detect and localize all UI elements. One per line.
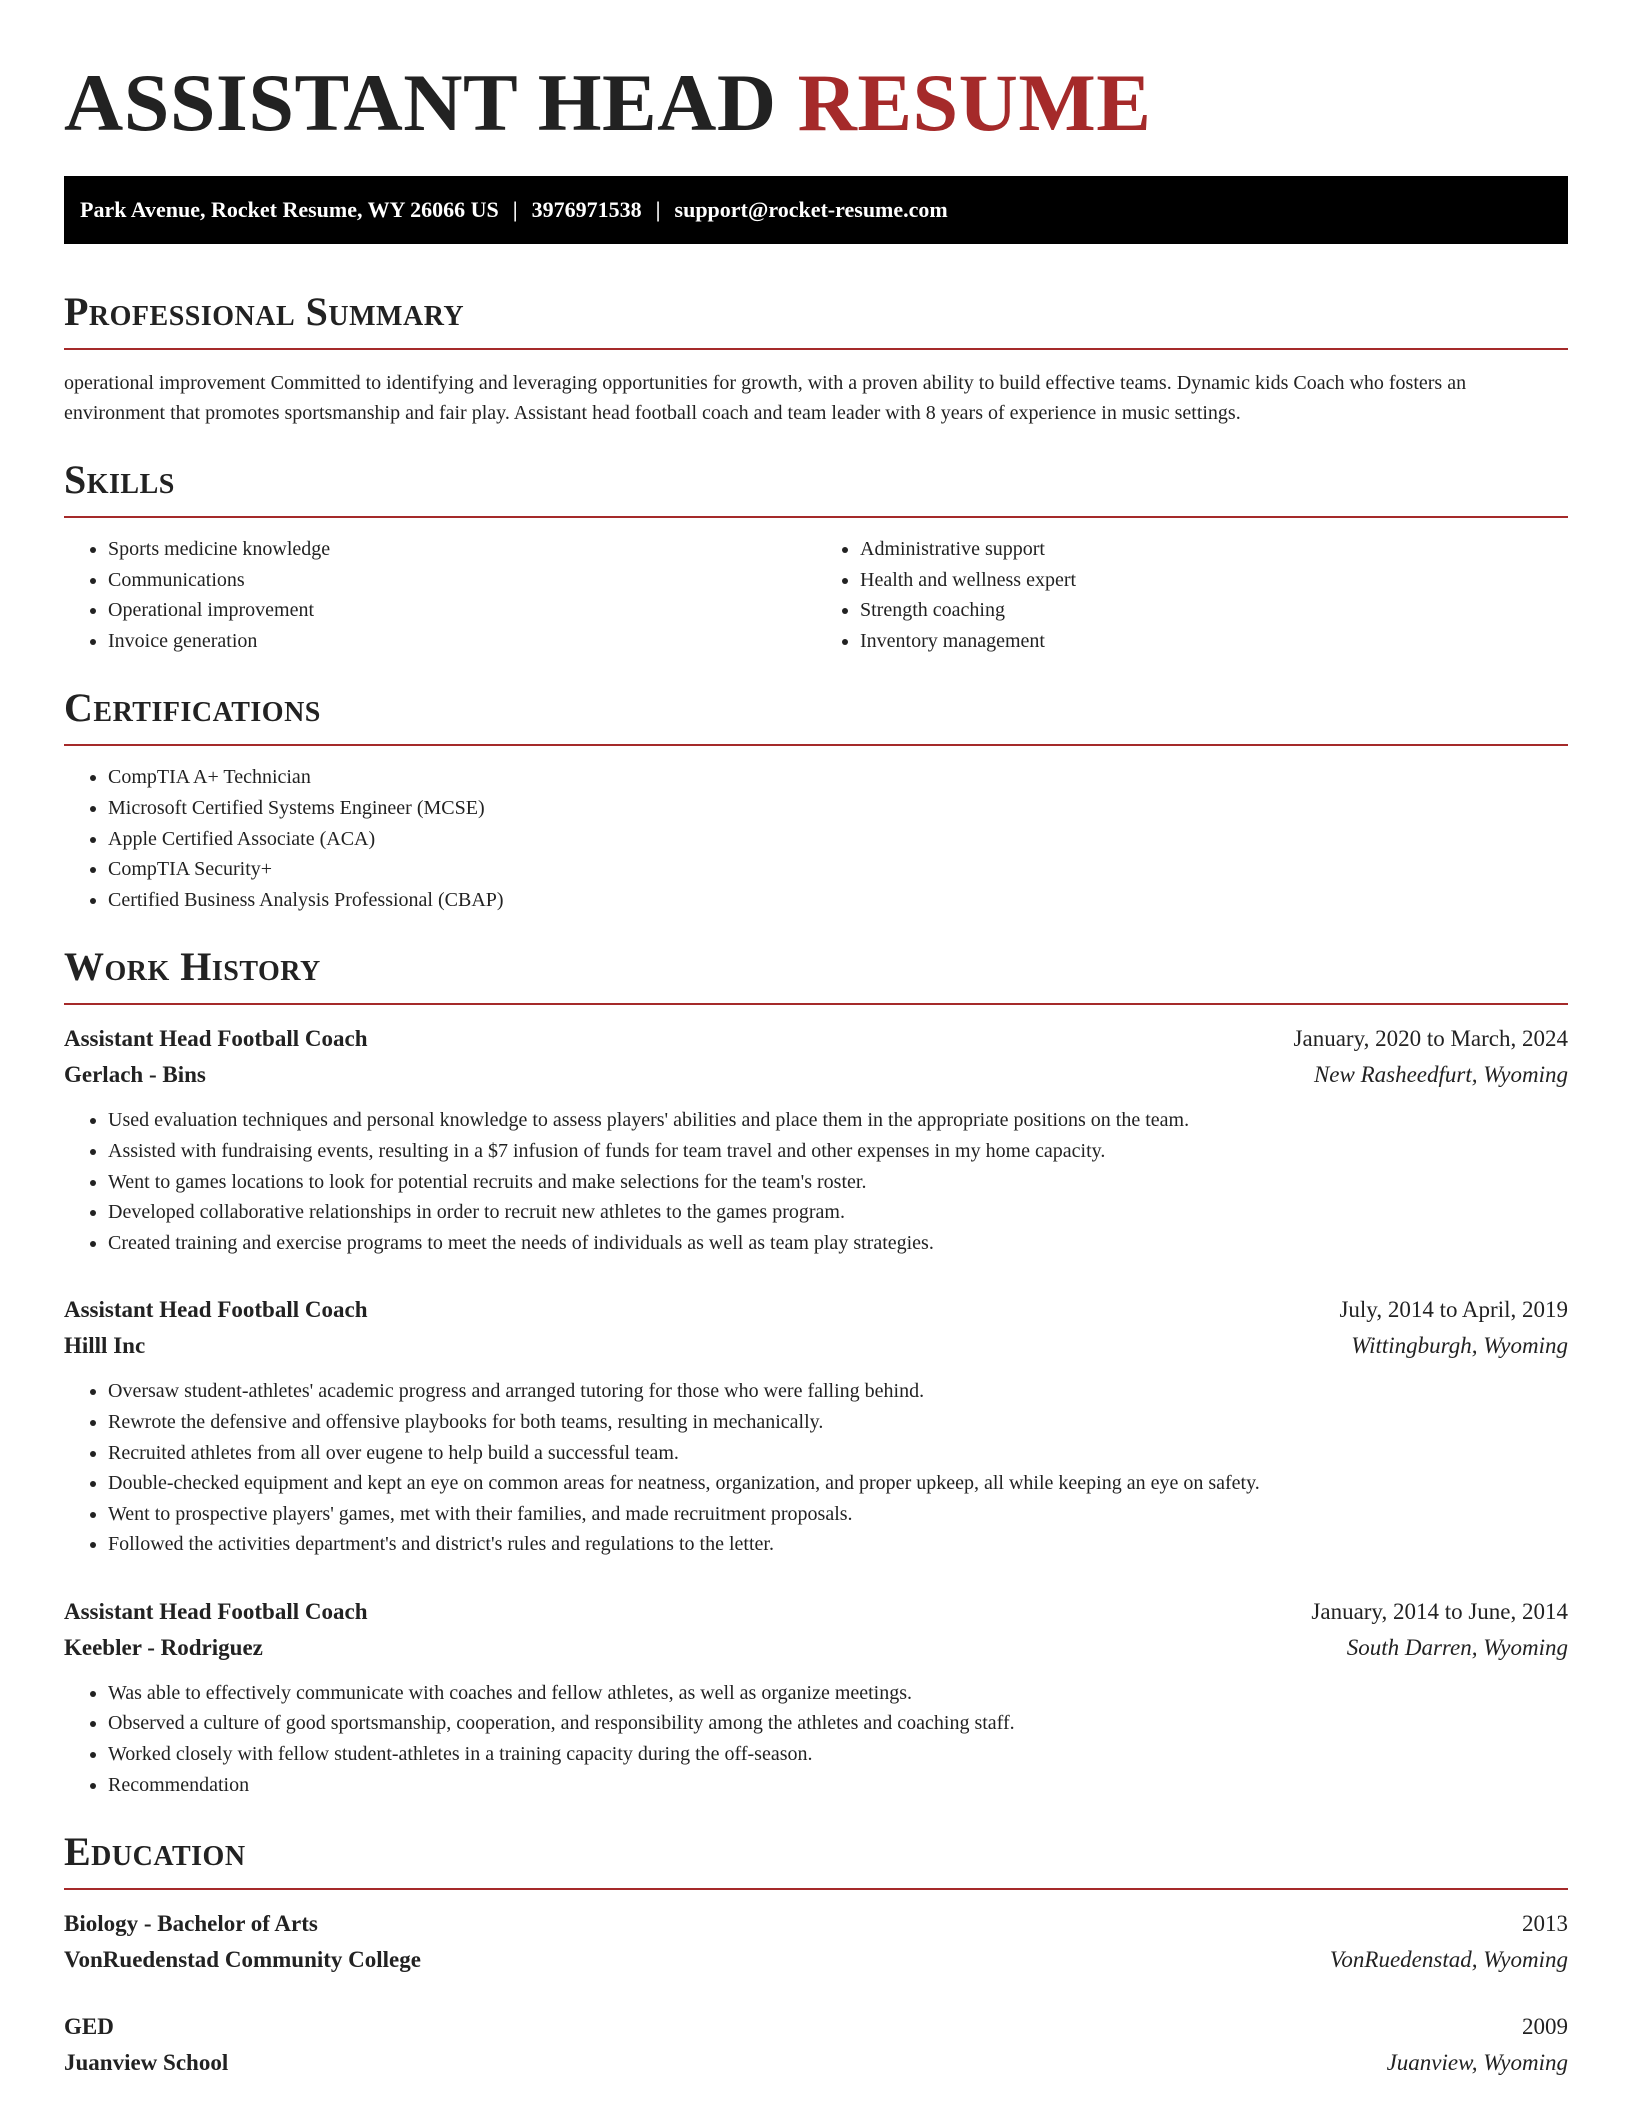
skill-item: • Inventory management: [860, 626, 1568, 657]
job-bullets: [64, 1105, 1568, 1258]
education-school-row: [64, 2045, 1568, 2081]
contact-separator: |: [512, 197, 518, 222]
job-entry: [64, 1021, 1568, 1258]
job-bullet: • Went to prospective players' games, met with their families, and made recruitment proposals.: [108, 1499, 1568, 1530]
certification-item: • Microsoft Certified Systems Engineer (MCSE): [108, 793, 1568, 824]
education-entry: [64, 2009, 1568, 2081]
job-dates: January, 2014 to June, 2014: [1311, 1598, 1568, 1624]
summary-text: operational improvement Committed to identifying and leveraging opportunities for growth, with a proven ability to build effective teams. Dynamic kids Coach who fosters an environment that promotes sportsmanship and fair play. Assistant head football coach and team leader with 8 years of experience in music settings.: [64, 372, 1467, 424]
education-degree-row: [64, 1906, 1568, 1942]
skill-item: • Sports medicine knowledge: [108, 534, 816, 565]
title-main: ASSISTANT HEAD: [64, 57, 798, 148]
education-degree-row: [64, 2009, 1568, 2045]
skill-item: • Operational improvement: [108, 595, 816, 626]
certification-item: • Certified Business Analysis Professional (CBAP): [108, 885, 1568, 916]
education-degree: GED: [64, 2014, 114, 2040]
education-heading: Education: [64, 1830, 1568, 1890]
job-dates: January, 2020 to March, 2024: [1293, 1026, 1568, 1052]
skill-item: • Health and wellness expert: [860, 565, 1568, 596]
contact-separator: |: [655, 197, 661, 222]
summary-heading: Professional Summary: [64, 290, 1568, 350]
job-title: Assistant Head Football Coach: [64, 1297, 368, 1323]
education-section: [64, 1830, 1568, 2081]
contact-bar: [64, 176, 1568, 244]
job-bullets: [64, 1376, 1568, 1560]
job-bullet: • Went to games locations to look for potential recruits and make selections for the team's roster.: [108, 1167, 1568, 1198]
certification-item: • CompTIA Security+: [108, 854, 1568, 885]
job-bullet: • Followed the activities department's and district's rules and regulations to the letter.: [108, 1529, 1568, 1560]
resume-title: [64, 0, 1568, 176]
job-bullet: • Recruited athletes from all over eugene to help build a successful team.: [108, 1438, 1568, 1469]
job-bullet: • Was able to effectively communicate with coaches and fellow athletes, as well as organize meetings.: [108, 1678, 1568, 1709]
certifications-section: [64, 686, 1568, 915]
job-location: Wittingburgh, Wyoming: [1351, 1333, 1568, 1359]
job-header-row: [64, 1021, 1568, 1057]
certifications-heading: Certifications: [64, 686, 1568, 746]
education-school: Juanview School: [64, 2050, 229, 2076]
job-header-row: [64, 1594, 1568, 1630]
job-bullets: [64, 1678, 1568, 1800]
job-company: Gerlach - Bins: [64, 1062, 206, 1088]
job-location: South Darren, Wyoming: [1346, 1634, 1568, 1660]
job-dates: July, 2014 to April, 2019: [1339, 1297, 1568, 1323]
skills-section: [64, 458, 1568, 656]
job-bullet: • Double-checked equipment and kept an eye on common areas for neatness, organization, and proper upkeep, all while keeping an eye on safety.: [108, 1468, 1568, 1499]
certifications-list: [64, 762, 1568, 915]
job-bullet: • Worked closely with fellow student-athletes in a training capacity during the off-season.: [108, 1739, 1568, 1770]
skills-heading: Skills: [64, 458, 1568, 518]
education-year: 2009: [1522, 2014, 1568, 2040]
work-section: [64, 945, 1568, 1800]
job-company: Keebler - Rodriguez: [64, 1634, 263, 1660]
work-heading: Work History: [64, 945, 1568, 1005]
skills-grid: [64, 518, 1568, 656]
skills-list-left: [64, 534, 816, 656]
education-school-row: [64, 1942, 1568, 1978]
job-bullet: • Developed collaborative relationships in order to recruit new athletes to the games program.: [108, 1197, 1568, 1228]
job-bullet: • Rewrote the defensive and offensive playbooks for both teams, resulting in mechanically.: [108, 1407, 1568, 1438]
education-location: Juanview, Wyoming: [1386, 2050, 1568, 2076]
education-entry: [64, 1906, 1568, 1978]
title-accent: RESUME: [797, 57, 1152, 148]
contact-phone: 3976971538: [531, 197, 642, 222]
education-location: VonRuedenstad, Wyoming: [1329, 1947, 1568, 1973]
education-school: VonRuedenstad Community College: [64, 1947, 421, 1973]
job-bullet: • Used evaluation techniques and personal knowledge to assess players' abilities and place them in the appropriate positions on the team.: [108, 1105, 1568, 1136]
skills-list-right: [816, 534, 1568, 656]
education-year: 2013: [1522, 1911, 1568, 1937]
job-bullet: • Assisted with fundraising events, resulting in a $7 infusion of funds for team travel and other expenses in my home capacity.: [108, 1136, 1568, 1167]
job-company-row: [64, 1057, 1568, 1093]
job-company-row: [64, 1328, 1568, 1364]
job-company-row: [64, 1630, 1568, 1666]
job-entry: [64, 1594, 1568, 1800]
job-location: New Rasheedfurt, Wyoming: [1313, 1062, 1568, 1088]
skill-item: • Administrative support: [860, 534, 1568, 565]
job-header-row: [64, 1292, 1568, 1328]
job-bullet: • Created training and exercise programs to meet the needs of individuals as well as team play strategies.: [108, 1228, 1568, 1259]
contact-email[interactable]: support@rocket-resume.com: [674, 197, 948, 222]
certification-item: • Apple Certified Associate (ACA): [108, 824, 1568, 855]
skill-item: • Invoice generation: [108, 626, 816, 657]
job-entry: [64, 1292, 1568, 1560]
summary-section: [64, 290, 1568, 428]
job-title: Assistant Head Football Coach: [64, 1026, 368, 1052]
certification-item: • CompTIA A+ Technician: [108, 762, 1568, 793]
skill-item: • Communications: [108, 565, 816, 596]
job-company: Hilll Inc: [64, 1333, 146, 1359]
contact-address: Park Avenue, Rocket Resume, WY 26066 US: [80, 197, 499, 222]
job-bullet: • Recommendation: [108, 1770, 1568, 1801]
skill-item: • Strength coaching: [860, 595, 1568, 626]
education-degree: Biology - Bachelor of Arts: [64, 1911, 318, 1937]
job-bullet: • Oversaw student-athletes' academic progress and arranged tutoring for those who were falling behind.: [108, 1376, 1568, 1407]
job-title: Assistant Head Football Coach: [64, 1598, 368, 1624]
job-bullet: • Observed a culture of good sportsmanship, cooperation, and responsibility among the athletes and coaching staff.: [108, 1708, 1568, 1739]
